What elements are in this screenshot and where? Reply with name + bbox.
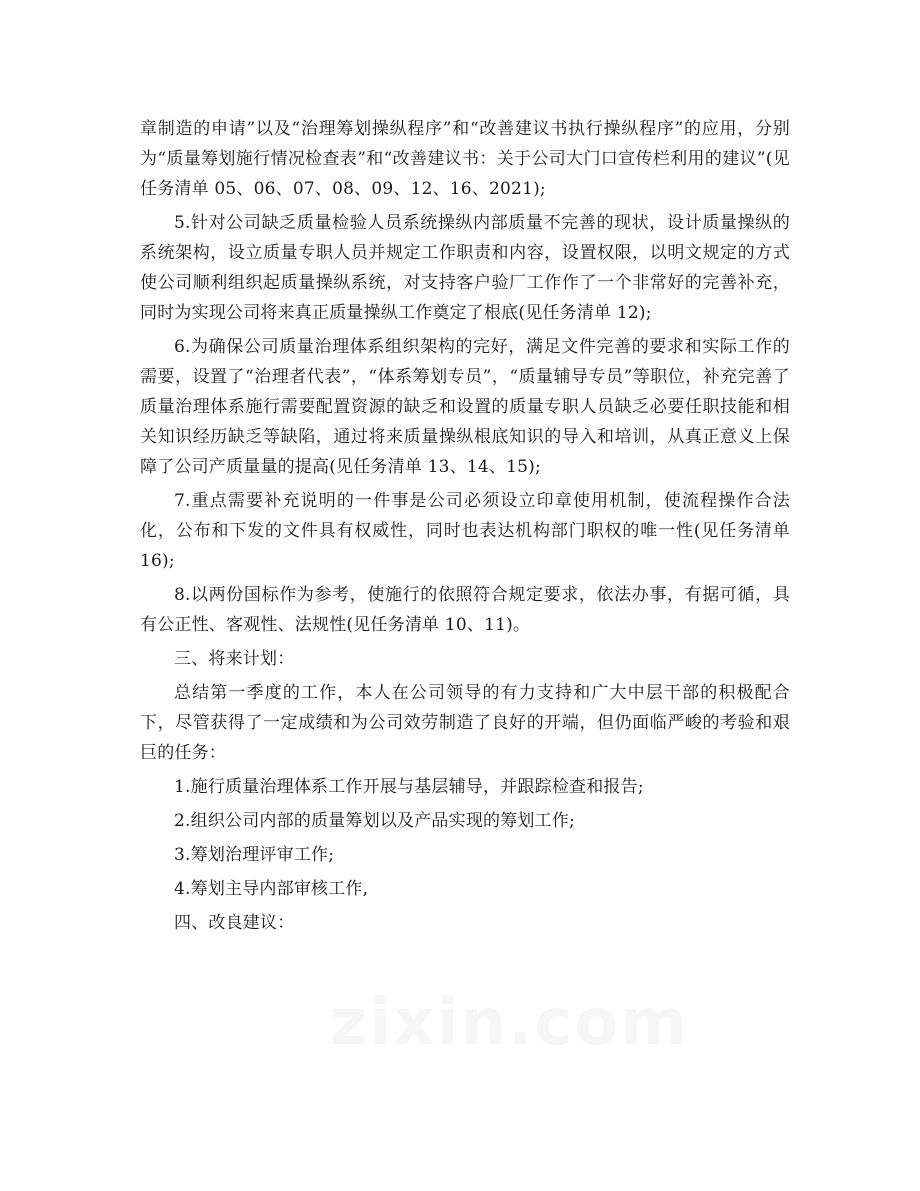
plan-item-3: 3.筹划治理评审工作; [174, 845, 335, 865]
paragraph-item-7: 7.重点需要补充说明的一件事是公司必须设立印章使用机制，使流程操作合法化，公布和下发的文件具有权威性，同时也表达机构部门职权的唯一性(见任务清单 16); [140, 491, 790, 571]
paragraph-item-6: 6.为确保公司质量治理体系组织架构的完好，满足文件完善的要求和实际工作的需要，设置了“治理者代表”，“体系筹划专员”，“质量辅导专员”等职位，补充完善了质量治理体系施行需要配置资源的缺乏和设置的质量专职人员缺乏必要任职技能和相关知识经历缺乏等缺陷，通过将来质量操纵根底知识的导入和培训，从真正意义上保障了公司产质量量的提高(见任务清单 13、14、15); [140, 337, 790, 477]
plan-item-1: 1.施行质量治理体系工作开展与基层辅导，并跟踪检查和报告; [174, 777, 644, 797]
watermark [330, 986, 689, 1060]
plan-item-4: 4.筹划主导内部审核工作, [174, 879, 369, 899]
paragraph-item-5: 5.针对公司缺乏质量检验人员系统操纵内部质量不完善的现状，设计质量操纵的系统架构，设立质量专职人员并规定工作职责和内容，设置权限，以明文规定的方式使公司顺利组织起质量操纵系统，对支持客户验厂工作作了一个非常好的完善补充，同时为实现公司将来真正质量操纵工作奠定了根底(见任务清单 12); [140, 213, 790, 323]
section-heading-improvement: 四、改良建议： [174, 913, 295, 933]
paragraph-continuation: 章制造的申请”以及“治理筹划操纵程序”和“改善建议书执行操纵程序”的应用，分别为“质量筹划施行情况检查表”和“改善建议书：关于公司大门口宣传栏利用的建议”(见任务清单 05、06、07、08、09、12、16、2021); [140, 119, 790, 199]
section-heading-future-plan: 三、将来计划： [174, 649, 295, 669]
paragraph-summary: 总结第一季度的工作，本人在公司领导的有力支持和广大中层干部的积极配合下，尽管获得了一定成绩和为公司效劳制造了良好的开端，但仍面临严峻的考验和艰巨的任务： [140, 683, 790, 763]
document-body [140, 114, 790, 938]
paragraph-item-8: 8.以两份国标作为参考，使施行的依照符合规定要求，依法办事，有据可循，具有公正性、客观性、法规性(见任务清单 10、11)。 [140, 585, 790, 635]
plan-item-2: 2.组织公司内部的质量筹划以及产品实现的筹划工作; [174, 811, 575, 831]
